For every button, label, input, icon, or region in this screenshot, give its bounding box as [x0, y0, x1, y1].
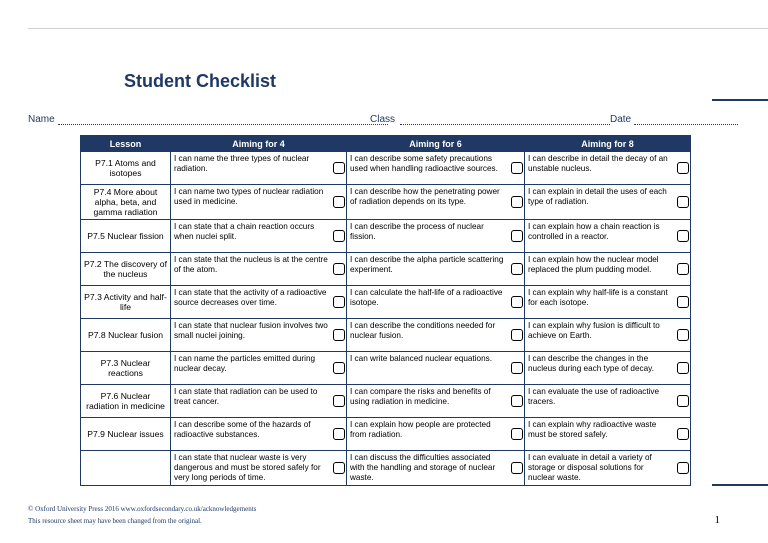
checkbox[interactable] — [509, 352, 524, 384]
header-aim4: Aiming for 4 — [171, 136, 347, 152]
aim8-cell — [525, 286, 691, 319]
checkbox[interactable] — [331, 451, 346, 485]
aim4-statement: I can state that the nucleus is at the centre of the atom. — [174, 255, 328, 274]
aim8-cell — [525, 319, 691, 352]
lesson-cell: P7.3 Nuclear reactions — [81, 352, 171, 385]
checkbox[interactable] — [331, 385, 346, 417]
checkbox-square-icon — [511, 196, 523, 208]
checkbox-square-icon — [511, 428, 523, 440]
table-row — [81, 352, 691, 385]
checkbox-square-icon — [677, 395, 689, 407]
header-row — [81, 136, 691, 152]
date-field[interactable] — [634, 124, 738, 125]
header-aim8: Aiming for 8 — [525, 136, 691, 152]
aim6-cell — [347, 418, 525, 451]
aim8-cell — [525, 451, 691, 486]
checkbox-square-icon — [511, 162, 523, 174]
checkbox[interactable] — [675, 253, 690, 285]
aim4-statement: I can name the three types of nuclear radiation. — [174, 154, 310, 173]
aim4-cell — [171, 385, 347, 418]
checkbox[interactable] — [509, 253, 524, 285]
checkbox[interactable] — [675, 319, 690, 351]
checkbox[interactable] — [675, 286, 690, 318]
lesson-cell: P7.1 Atoms and isotopes — [81, 152, 171, 185]
lesson-cell: P7.5 Nuclear fission — [81, 220, 171, 253]
checkbox[interactable] — [331, 418, 346, 450]
page-title: Student Checklist — [124, 71, 277, 91]
checkbox-square-icon — [677, 263, 689, 275]
aim6-statement: I can calculate the half-life of a radioactive isotope. — [350, 288, 503, 307]
checkbox-square-icon — [511, 230, 523, 242]
aim6-cell — [347, 185, 525, 220]
aim6-cell — [347, 451, 525, 486]
lesson-cell: P7.2 The discovery of the nucleus — [81, 253, 171, 286]
checkbox[interactable] — [509, 451, 524, 485]
aim4-cell — [171, 352, 347, 385]
checkbox-square-icon — [677, 162, 689, 174]
date-label: Date — [610, 114, 632, 125]
aim8-statement: I can explain why radioactive waste must be stored safely. — [528, 420, 657, 439]
aim8-statement: I can evaluate in detail a variety of storage or disposal solutions for nuclear waste. — [528, 453, 652, 482]
aim6-statement: I can explain how people are protected from radiation. — [350, 420, 491, 439]
footer-note: This resource sheet may have been changed from the original. — [28, 517, 202, 525]
checkbox[interactable] — [509, 385, 524, 417]
checkbox-square-icon — [677, 462, 689, 474]
aim8-statement: I can explain why half-life is a constant for each isotope. — [528, 288, 668, 307]
aim6-cell — [347, 286, 525, 319]
table-row — [81, 220, 691, 253]
aim4-statement: I can state that a chain reaction occurs when nuclei split. — [174, 222, 315, 241]
aim6-statement: I can discuss the difficulties associated with the handling and storage of nuclear waste. — [350, 453, 496, 482]
page-number: 1 — [714, 514, 720, 526]
checklist-table — [80, 135, 691, 486]
aim4-statement: I can state that nuclear waste is very dangerous and must be stored safely for very long periods of time. — [174, 453, 321, 482]
checkbox[interactable] — [675, 451, 690, 485]
checkbox[interactable] — [675, 385, 690, 417]
checkbox-square-icon — [677, 296, 689, 308]
aim6-statement: I can describe how the penetrating power of radiation depends on its type. — [350, 187, 500, 206]
aim8-statement: I can explain how a chain reaction is controlled in a reactor. — [528, 222, 660, 241]
checkbox[interactable] — [331, 286, 346, 318]
checkbox[interactable] — [509, 418, 524, 450]
checkbox[interactable] — [509, 220, 524, 252]
aim6-cell — [347, 352, 525, 385]
checkbox[interactable] — [675, 185, 690, 219]
aim6-cell — [347, 220, 525, 253]
aim4-cell — [171, 286, 347, 319]
aim6-cell — [347, 319, 525, 352]
table-row — [81, 286, 691, 319]
checkbox-square-icon — [677, 196, 689, 208]
aim8-cell — [525, 220, 691, 253]
aim4-cell — [171, 253, 347, 286]
lesson-cell: P7.8 Nuclear fusion — [81, 319, 171, 352]
aim4-cell — [171, 185, 347, 220]
checkbox-square-icon — [677, 230, 689, 242]
table-row — [81, 385, 691, 418]
copyright: © Oxford University Press 2016 www.oxfordsecondary.co.uk/acknowledgements — [28, 505, 257, 513]
checkbox[interactable] — [331, 352, 346, 384]
header-aim6: Aiming for 6 — [347, 136, 525, 152]
name-field[interactable] — [58, 124, 388, 125]
table-row — [81, 253, 691, 286]
aim4-statement: I can name two types of nuclear radiation used in medicine. — [174, 187, 324, 206]
aim8-statement: I can describe the changes in the nucleus during each type of decay. — [528, 354, 654, 373]
lesson-cell: P7.6 Nuclear radiation in medicine — [81, 385, 171, 418]
aim6-statement: I can compare the risks and benefits of using radiation in medicine. — [350, 387, 491, 406]
checkbox-square-icon — [511, 395, 523, 407]
table-row — [81, 319, 691, 352]
aim6-statement: I can describe some safety precautions used when handling radioactive sources. — [350, 154, 498, 173]
checkbox[interactable] — [331, 152, 346, 184]
checkbox-square-icon — [677, 329, 689, 341]
checkbox[interactable] — [331, 319, 346, 351]
aim6-cell — [347, 152, 525, 185]
checkbox[interactable] — [509, 152, 524, 184]
checkbox-square-icon — [511, 296, 523, 308]
checkbox-square-icon — [333, 230, 345, 242]
table-row — [81, 418, 691, 451]
lesson-cell: P7.3 Activity and half-life — [81, 286, 171, 319]
checkbox-square-icon — [677, 428, 689, 440]
aim6-statement: I can describe the alpha particle scattering experiment. — [350, 255, 504, 274]
aim8-cell — [525, 152, 691, 185]
footer-accent-bar — [712, 484, 768, 486]
aim6-cell — [347, 385, 525, 418]
checkbox-square-icon — [333, 462, 345, 474]
aim4-cell — [171, 152, 347, 185]
lesson-cell: P7.4 More about alpha, beta, and gamma radiation — [81, 185, 171, 220]
aim8-cell — [525, 352, 691, 385]
aim6-cell — [347, 253, 525, 286]
aim6-statement: I can write balanced nuclear equations. — [350, 354, 493, 363]
checkbox[interactable] — [675, 418, 690, 450]
table-row — [81, 451, 691, 486]
aim4-statement: I can describe some of the hazards of radioactive substances. — [174, 420, 311, 439]
checkbox-square-icon — [333, 362, 345, 374]
checkbox[interactable] — [331, 220, 346, 252]
aim8-statement: I can explain in detail the uses of each type of radiation. — [528, 187, 667, 206]
checkbox[interactable] — [509, 319, 524, 351]
checkbox-square-icon — [511, 462, 523, 474]
checkbox[interactable] — [331, 253, 346, 285]
aim4-statement: I can state that the activity of a radioactive source decreases over time. — [174, 288, 327, 307]
checkbox[interactable] — [509, 286, 524, 318]
checkbox-square-icon — [333, 428, 345, 440]
aim8-statement: I can describe in detail the decay of an unstable nucleus. — [528, 154, 668, 173]
aim4-statement: I can state that radiation can be used to treat cancer. — [174, 387, 318, 406]
title-accent-bar — [712, 99, 768, 101]
aim4-cell — [171, 220, 347, 253]
table-row — [81, 185, 691, 220]
table-row — [81, 152, 691, 185]
aim8-cell — [525, 418, 691, 451]
checkbox-square-icon — [333, 395, 345, 407]
checkbox-square-icon — [677, 362, 689, 374]
checkbox-square-icon — [333, 296, 345, 308]
class-label: Class — [370, 114, 396, 125]
checkbox-square-icon — [511, 263, 523, 275]
checkbox-square-icon — [333, 196, 345, 208]
checkbox[interactable] — [675, 220, 690, 252]
aim8-statement: I can explain how the nuclear model replaced the plum pudding model. — [528, 255, 659, 274]
aim4-cell — [171, 451, 347, 486]
header-lesson: Lesson — [81, 136, 171, 152]
checkbox-square-icon — [333, 329, 345, 341]
class-field[interactable] — [400, 124, 610, 125]
checkbox-square-icon — [511, 362, 523, 374]
aim6-statement: I can describe the conditions needed for nuclear fusion. — [350, 321, 496, 340]
aim8-statement: I can evaluate the use of radioactive tracers. — [528, 387, 660, 406]
name-label: Name — [28, 114, 55, 125]
header-rule — [28, 28, 768, 29]
checkbox[interactable] — [509, 185, 524, 219]
aim8-cell — [525, 385, 691, 418]
aim4-statement: I can name the particles emitted during nuclear decay. — [174, 354, 316, 373]
aim8-cell — [525, 253, 691, 286]
checkbox[interactable] — [675, 152, 690, 184]
aim4-cell — [171, 319, 347, 352]
checkbox-square-icon — [333, 162, 345, 174]
lesson-cell: P7.9 Nuclear issues — [81, 418, 171, 451]
checkbox[interactable] — [675, 352, 690, 384]
checkbox-square-icon — [511, 329, 523, 341]
aim4-cell — [171, 418, 347, 451]
aim4-statement: I can state that nuclear fusion involves two small nuclei joining. — [174, 321, 328, 340]
checkbox[interactable] — [331, 185, 346, 219]
aim8-statement: I can explain why fusion is difficult to achieve on Earth. — [528, 321, 660, 340]
checkbox-square-icon — [333, 263, 345, 275]
aim8-cell — [525, 185, 691, 220]
aim6-statement: I can describe the process of nuclear fission. — [350, 222, 484, 241]
lesson-cell — [81, 451, 171, 486]
